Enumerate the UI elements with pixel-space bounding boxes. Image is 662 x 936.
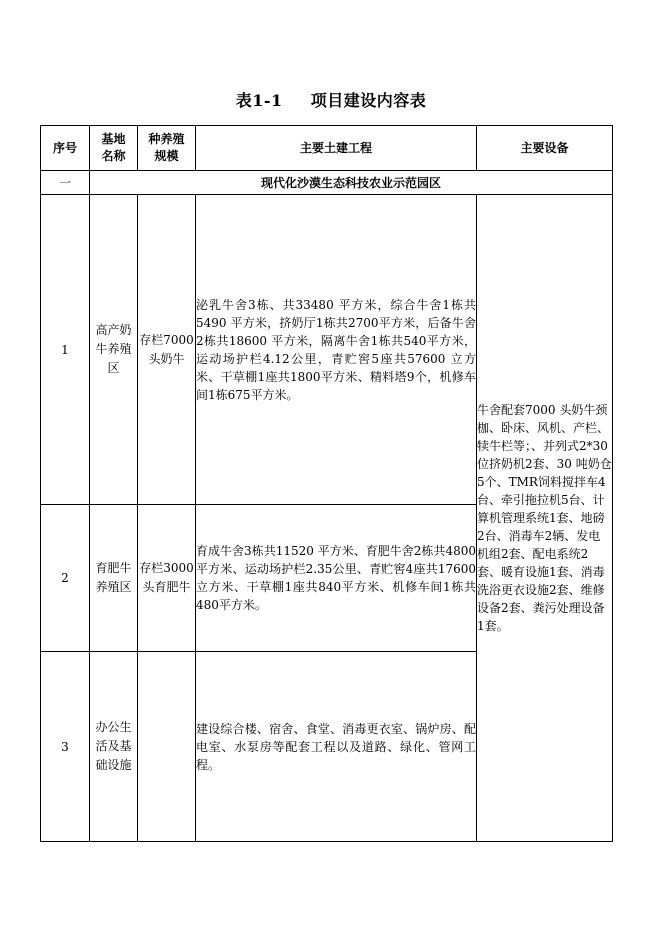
row-seq: 1 — [41, 195, 90, 505]
header-scale: 种养殖规模 — [138, 126, 196, 171]
project-content-table — [40, 125, 613, 842]
section-row — [41, 171, 613, 195]
section-title: 现代化沙漠生态科技农业示范园区 — [90, 171, 613, 195]
table-number: 表1-1 — [235, 91, 283, 110]
row-base-name: 高产奶牛养殖区 — [90, 195, 138, 505]
row-base-name: 育肥牛养殖区 — [90, 505, 138, 652]
row-civil-works: 育成牛舍3栋共11520 平方米、育肥牛舍2栋共4800平方米、运动场护栏2.35公里、青贮窖4座共17600 立方米、干草棚1座共840平方米、机修车间1栋共480平方米。 — [196, 505, 477, 652]
table-title: 项目建设内容表 — [310, 91, 427, 110]
row-civil-works: 泌乳牛舍3栋、共33480 平方米，综合牛舍1栋共5490 平方米，挤奶厅1栋共2700平方米，后备牛舍2栋共18600 平方米，隔离牛舍1栋共540平方米，运动场护栏4.12公里，青贮窖5座共57600 立方米、干草棚1座共1800平方米、精料塔9个，机修车间1栋675平方米。 — [196, 195, 477, 505]
row-civil-works: 建设综合楼、宿舍、食堂、消毒更衣室、锅炉房、配电室、水泵房等配套工程以及道路、绿化、管网工程。 — [196, 652, 477, 842]
row-scale: 存栏3000 头育肥牛 — [138, 505, 196, 652]
row-seq: 3 — [41, 652, 90, 842]
table-row — [41, 195, 613, 505]
row-scale: 存栏7000 头奶牛 — [138, 195, 196, 505]
header-seq: 序号 — [41, 126, 90, 171]
row-seq: 2 — [41, 505, 90, 652]
header-equipment: 主要设备 — [477, 126, 613, 171]
header-base-name: 基地名称 — [90, 126, 138, 171]
table-caption — [0, 88, 662, 111]
section-seq: 一 — [41, 171, 90, 195]
row-scale — [138, 652, 196, 842]
header-civil-works: 主要土建工程 — [196, 126, 477, 171]
header-row — [41, 126, 613, 171]
equipment-cell: 牛舍配套7000 头奶牛颈枷、卧床、风机、产栏、犊牛栏等；、并列式2*30 位挤奶机2套、30 吨奶仓5个、TMR饲料搅拌车4台、牵引拖拉机5台、计算机管理系统1套、地磅2台、消毒车2辆、发电机组2套、配电系统2套、暖育设施1套、消毒洗浴更衣设施2套、维修设备2套、粪污处理设备1套。 — [477, 195, 613, 842]
row-base-name: 办公生活及基础设施 — [90, 652, 138, 842]
